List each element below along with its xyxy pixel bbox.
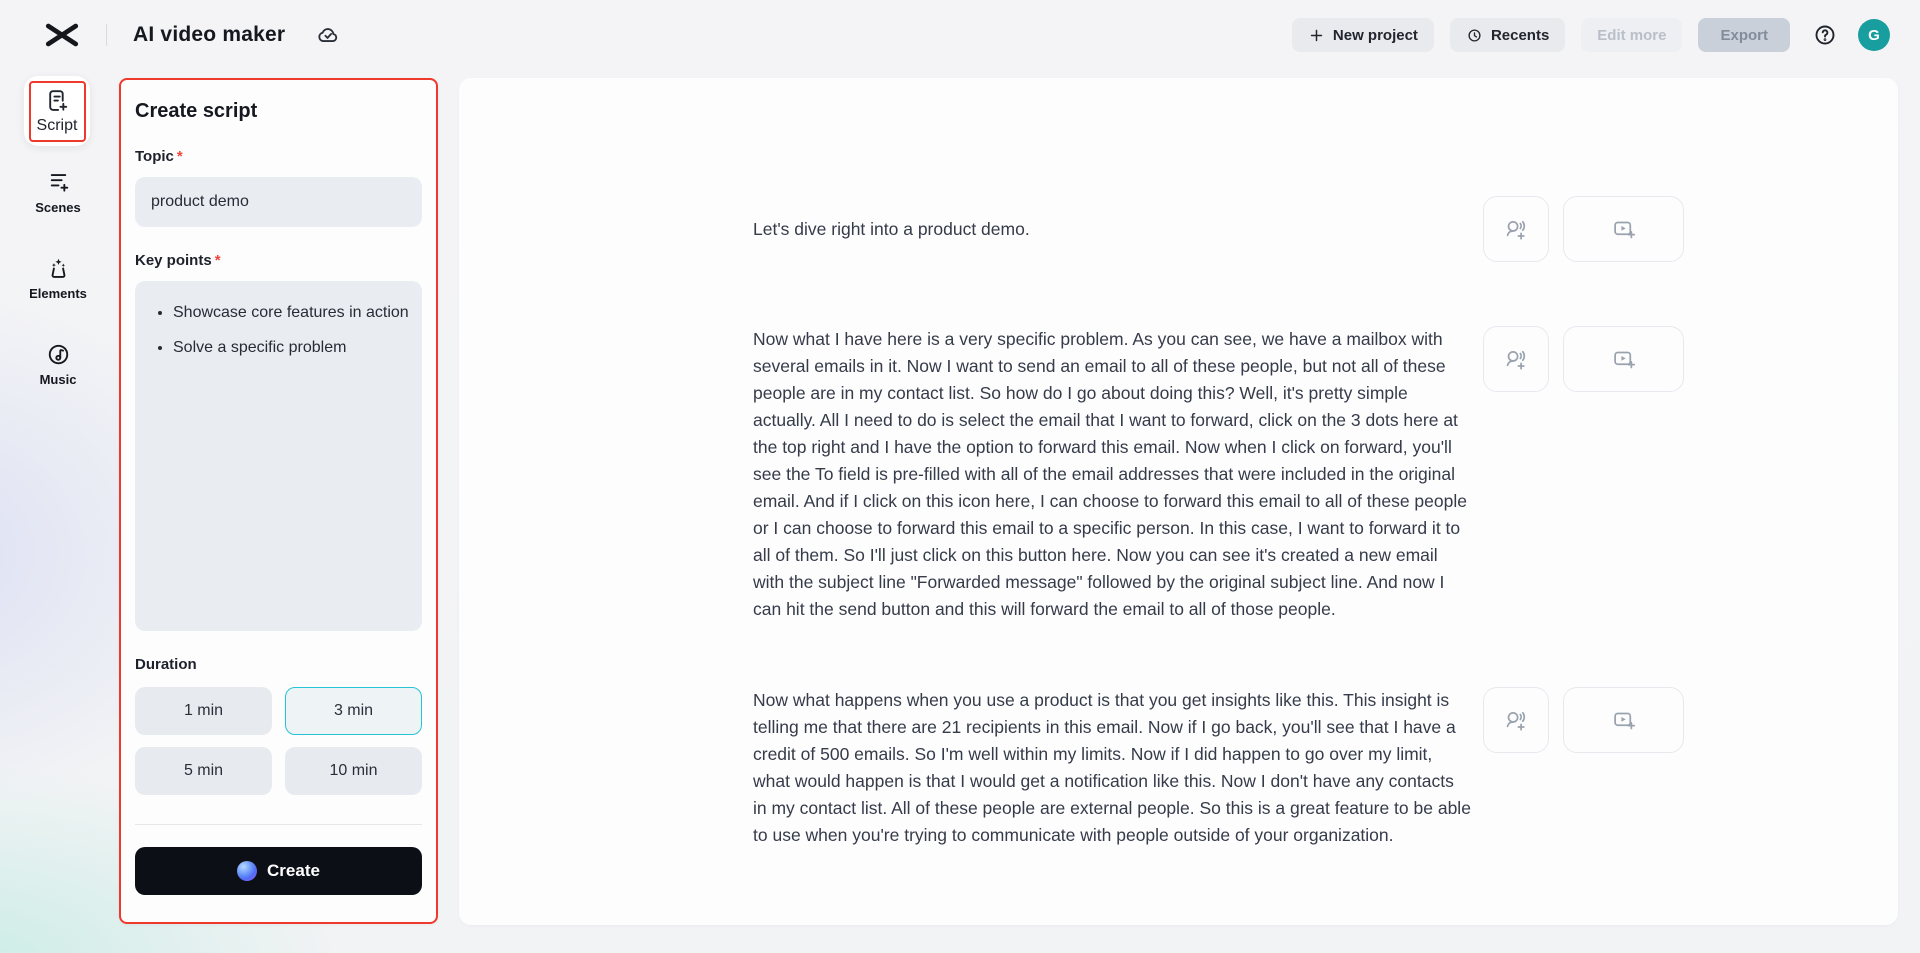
create-script-panel xyxy=(119,78,438,924)
duration-label: Duration xyxy=(135,656,197,673)
sidebar-item-label: Script xyxy=(36,116,78,134)
key-points-list xyxy=(145,295,410,365)
sidebar-item-label: Elements xyxy=(29,286,87,301)
scenes-icon xyxy=(46,170,71,195)
script-paragraph[interactable]: Now what happens when you use a product is that you get insights like this. This insight is telling me that there are 21 recipients in this email. Now if I go back, you'll see that I have a credit of 500 emails. So I'm well within my limits. Now if I did happen to go over my limit, what would happen is that I would get a notification like this. Now I don't have any contacts in my contact list. All of these people are external people. So this is a great feature to be able to use when you're trying to communicate with people outside of your organization. xyxy=(753,690,1471,845)
voiceover-add-button[interactable] xyxy=(1483,196,1549,262)
cloud-check-icon xyxy=(315,22,341,48)
key-points-textarea[interactable] xyxy=(135,281,422,631)
key-points-label: Key points * xyxy=(135,252,221,269)
new-project-label: New project xyxy=(1332,26,1418,44)
edit-more-label: Edit more xyxy=(1597,26,1667,44)
voiceover-add-button[interactable] xyxy=(1483,687,1549,753)
edit-more-button[interactable] xyxy=(1581,18,1682,52)
script-paragraph[interactable]: Let's dive right into a product demo. xyxy=(753,218,1030,239)
duration-option-1min[interactable]: 1 min xyxy=(135,687,272,735)
page-title: AI video maker xyxy=(133,23,286,46)
voiceover-add-button[interactable] xyxy=(1483,326,1549,392)
paragraph-actions xyxy=(1483,687,1684,753)
voiceover-add-icon xyxy=(1503,346,1529,372)
recents-label: Recents xyxy=(1490,26,1550,44)
left-rail xyxy=(0,70,116,953)
capcut-logo[interactable] xyxy=(44,20,82,50)
script-row xyxy=(753,326,1684,623)
music-icon xyxy=(46,342,71,367)
sidebar-item-label: Music xyxy=(39,372,77,387)
avatar-initial: G xyxy=(1868,26,1880,44)
export-button[interactable] xyxy=(1698,18,1790,52)
paragraph-actions xyxy=(1483,326,1684,392)
add-media-button[interactable] xyxy=(1563,196,1684,262)
required-mark: * xyxy=(176,148,183,165)
avatar[interactable] xyxy=(1858,19,1890,51)
add-media-button[interactable] xyxy=(1563,326,1684,392)
clock-icon xyxy=(1466,27,1483,44)
sidebar-item-music[interactable] xyxy=(0,342,116,387)
topbar-divider xyxy=(106,24,107,46)
duration-options xyxy=(135,687,422,795)
key-point-item: • Solve a specific problem xyxy=(173,330,410,365)
add-media-button[interactable] xyxy=(1563,687,1684,753)
script-paragraph[interactable]: Now what I have here is a very specific problem. As you can see, we have a mailbox with several emails in it. Now I want to send an email to all of these people, but not all of these people are in my contact list. So how do I go about doing this? Well, it's pretty simple actually. All I need to do is select the email that I want to forward, click on the 3 dots here at the top right and I have the option to forward this email. Now when I click on forward, you'll see the To field is pre-filled with all of the email addresses that were included in the original email. And if I click on this icon here, I can choose to forward this email to all of these people or I can choose to forward this email to a specific person. In this case, I want to forward it to all of them. So I'll just click on this button here. Now you can see it's created a new email with the subject line "Forwarded message" followed by the original subject line. And now I can hit the send button and this will forward the email to all of those people. xyxy=(753,329,1467,619)
topic-input[interactable] xyxy=(135,177,422,227)
help-button[interactable] xyxy=(1812,22,1838,48)
script-row xyxy=(753,687,1684,849)
plus-icon xyxy=(1308,27,1325,44)
create-button[interactable] xyxy=(135,847,422,895)
export-label: Export xyxy=(1720,26,1768,44)
question-circle-icon xyxy=(1813,23,1837,47)
sidebar-item-elements[interactable] xyxy=(0,256,116,301)
recents-button[interactable] xyxy=(1450,18,1565,52)
panel-divider xyxy=(135,824,422,825)
new-project-button[interactable] xyxy=(1292,18,1434,52)
topic-label: Topic * xyxy=(135,148,183,165)
required-mark: * xyxy=(214,252,221,269)
paragraph-actions xyxy=(1483,196,1684,262)
script-row xyxy=(753,196,1684,262)
topbar-actions xyxy=(1292,18,1890,52)
sidebar-item-label: Scenes xyxy=(35,200,81,215)
add-media-icon xyxy=(1611,216,1637,242)
key-point-item: • Showcase core features in action xyxy=(173,295,410,330)
sidebar-item-script[interactable] xyxy=(24,76,90,146)
script-icon xyxy=(45,88,70,113)
duration-option-10min[interactable]: 10 min xyxy=(285,747,422,795)
elements-icon xyxy=(46,256,71,281)
add-media-icon xyxy=(1611,707,1637,733)
create-button-label: Create xyxy=(267,861,320,880)
duration-option-5min[interactable]: 5 min xyxy=(135,747,272,795)
script-editor-area xyxy=(459,78,1898,925)
voiceover-add-icon xyxy=(1503,707,1529,733)
voiceover-add-icon xyxy=(1503,216,1529,242)
topbar xyxy=(0,0,1920,70)
add-media-icon xyxy=(1611,346,1637,372)
sidebar-item-scenes[interactable] xyxy=(0,170,116,215)
ai-sphere-icon xyxy=(237,861,257,881)
duration-option-3min[interactable]: 3 min xyxy=(285,687,422,735)
panel-title: Create script xyxy=(135,100,258,122)
